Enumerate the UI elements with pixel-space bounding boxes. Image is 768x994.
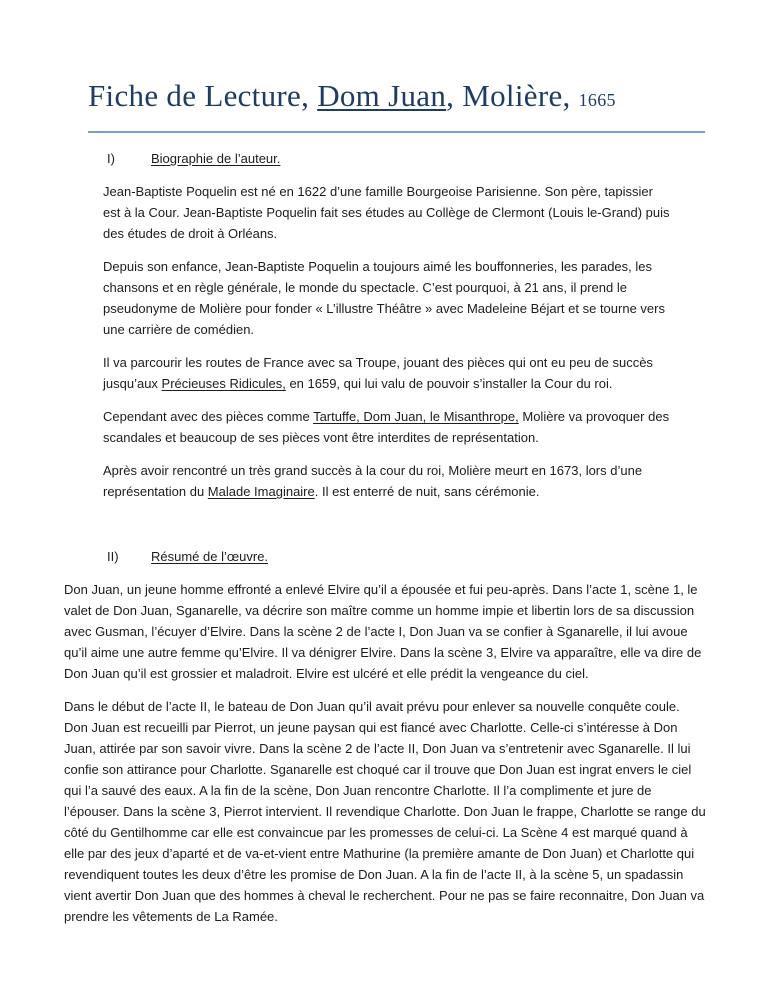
underlined-work-malade-imaginaire: Malade Imaginaire: [207, 484, 315, 499]
underlined-work-precieuses-ridicules: Précieuses Ridicules,: [161, 376, 286, 391]
title-block: [88, 78, 705, 133]
run: . Il est enterré de nuit, sans cérémonie.: [314, 484, 540, 499]
section-biographie: [64, 148, 706, 502]
paragraph-resume-1: [64, 579, 706, 684]
page-title: [88, 78, 705, 118]
run: Molière va provoquer des scandales et beaucoup de ses pièces vont être interdites de représentation.: [103, 409, 670, 445]
section-heading-text: Résumé de l’œuvre.: [151, 549, 269, 564]
section-heading-biographie: [107, 148, 706, 169]
underlined-works-tartuffe-domjuan-misanthrope: Tartuffe, Dom Juan, le Misanthrope,: [313, 409, 519, 424]
paragraph-bio-4: [103, 406, 673, 448]
run: Depuis son enfance, Jean-Baptiste Poquelin a toujours aimé les bouffonneries, les parades, les chansons et en règle générale, le monde du spectacle. C’est pourquoi, à 21 ans, il prend le pseudonyme de Molière pour fonder « L’illustre Théâtre » avec Madeleine Béjart et se tourne vers une carrière de comédien.: [103, 259, 665, 337]
run: Jean-Baptiste Poquelin est né en 1622 d’une famille Bourgeoise Parisienne. Son père, tapissier est à la Cour. Jean-Baptiste Poquelin fait ses études au Collège de Clermont (Louis le-Grand) puis des études de droit à Orléans.: [103, 184, 670, 241]
section-resume: [64, 546, 706, 927]
paragraph-bio-1: [103, 181, 673, 244]
title-year: 1665: [578, 90, 616, 110]
paragraph-bio-5: [103, 460, 673, 502]
section-numeral: II): [107, 549, 119, 564]
paragraph-bio-2: [103, 256, 673, 340]
run: Après avoir rencontré un très grand succès à la cour du roi, Molière meurt en 1673, lors d’une représentation du: [103, 463, 643, 499]
paragraph-resume-2: [64, 696, 706, 927]
section-numeral: I): [107, 151, 115, 166]
run: Cependant avec des pièces comme: [103, 409, 314, 424]
run: Dans le début de l’acte II, le bateau de Don Juan qu’il avait prévu pour enlever sa nouvelle conquête coule. Don Juan est recueilli par Pierrot, un jeune paysan qui est fiancé avec Charlotte. Celle-ci s’intéresse à Don Juan, attirée par son savoir vivre. Dans la scène 2 de l’acte II, Don Juan va s’entretenir avec Sganarelle. Il lui confie son attirance pour Charlotte. Sganarelle est choqué car il trouve que Don Juan est ingrat envers le ciel qui l’a sauvé des eaux. A la fin de la scène, Don Juan rencontre Charlotte. Il l’a complimente et jure de l’épouser. Dans la scène 3, Pierrot intervient. Il revendique Charlotte. Don Juan le frappe, Charlotte se range du côté du Gentilhomme car elle est convaincue par les promesses de celui-ci. La Scène 4 est marqué quand à elle par des jeux d’aparté et de va-et-vient entre Mathurine (la première amante de Don Juan) et Charlotte qui revendiquent toutes les deux d’être les promise de Don Juan. A la fin de l’acte II, à la scène 5, un spadassin vient avertir Don Juan que des hommes à cheval le recherchent. Pour ne pas se faire reconnaitre, Don Juan va prendre les vêtements de La Ramée.: [64, 699, 706, 924]
section-heading-text: Biographie de l’auteur.: [151, 151, 281, 166]
title-author: , Molière,: [446, 78, 579, 113]
title-work-underlined: Dom Juan: [317, 78, 447, 113]
paragraph-bio-3: [103, 352, 673, 394]
title-prefix: Fiche de Lecture,: [88, 78, 318, 113]
run: Il va parcourir les routes de France avec sa Troupe, jouant des pièces qui ont eu peu de succès jusqu’aux: [103, 355, 653, 391]
run: en 1659, qui lui valu de pouvoir s’installer la Cour du roi.: [285, 376, 613, 391]
section-heading-resume: [107, 546, 706, 567]
run: Don Juan, un jeune homme effronté a enlevé Elvire qu’il a épousée et fui peu-après. Dans l’acte 1, scène 1, le valet de Don Juan, Sganarelle, va décrire son maître comme un homme impie et libertin lors de sa discussion avec Gusman, l’écuyer d’Elvire. Dans la scène 2 de l’acte I, Don Juan va se confier à Sganarelle, il lui avoue qu’il aime une autre femme qu’Elvire. Il va dénigrer Elvire. Dans la scène 3, Elvire va apparaître, elle va dire de Don Juan qu’il est grossier et maladroit. Elvire est ulcéré et elle prédit la vengeance du ciel.: [64, 582, 702, 681]
